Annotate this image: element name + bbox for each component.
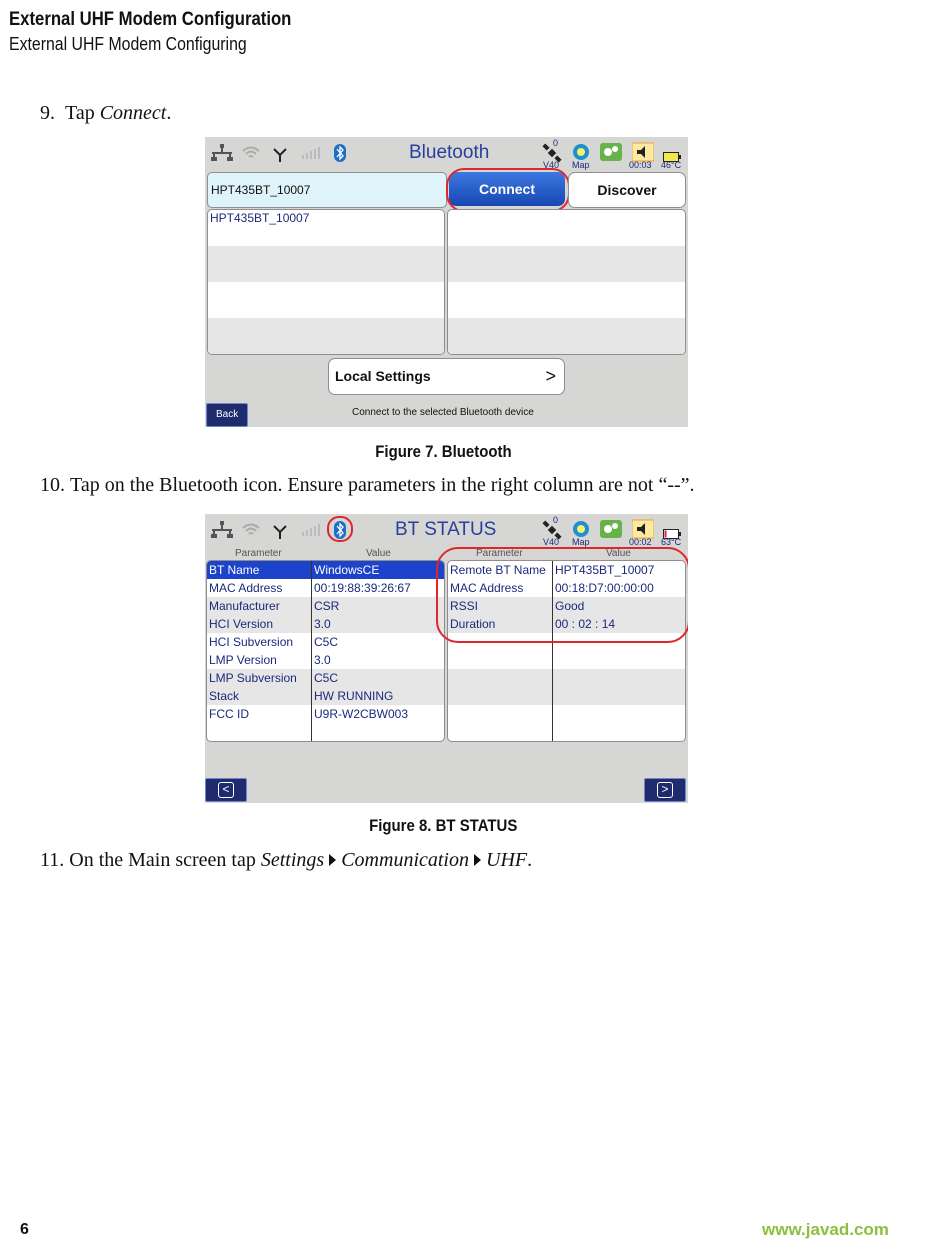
chevron-right-icon: > [657, 782, 673, 798]
remote-params-highlight-ring [436, 547, 688, 643]
param-cell: Remote BT Name [450, 563, 546, 577]
version-label: V40 [543, 160, 560, 170]
arrow-right-icon [329, 854, 336, 866]
param-cell: MAC Address [209, 581, 283, 595]
screen-title: Bluetooth [409, 142, 490, 163]
right-col-header-parameter: Parameter [476, 548, 523, 559]
connect-highlight-ring [446, 168, 570, 212]
antenna-icon [273, 143, 287, 163]
column-divider [311, 561, 312, 741]
map-icon[interactable] [572, 142, 590, 162]
status-bar [205, 514, 688, 548]
wifi-icon [241, 143, 261, 163]
list-row-band [208, 246, 444, 282]
table-row[interactable] [207, 687, 444, 705]
document-title: External UHF Modem Configuration [9, 9, 292, 30]
chevron-left-icon: < [218, 782, 234, 798]
param-cell: FCC ID [209, 707, 249, 721]
service-list[interactable] [447, 209, 686, 355]
local-settings-label: Local Settings [335, 368, 431, 384]
speaker-icon[interactable] [632, 142, 654, 162]
param-cell: HCI Subversion [209, 635, 294, 649]
wifi-icon [241, 520, 261, 540]
value-cell: C5C [314, 671, 339, 685]
previous-page-button[interactable] [205, 778, 247, 802]
value-cell: C5C [314, 635, 339, 649]
param-cell: LMP Subversion [209, 671, 297, 685]
value-cell: 3.0 [314, 653, 331, 667]
screen-title: BT STATUS [395, 519, 497, 540]
left-col-header-parameter: Parameter [235, 548, 282, 559]
connect-button[interactable]: Connect [449, 172, 565, 206]
discover-button[interactable]: Discover [568, 172, 686, 208]
table-row [448, 669, 685, 687]
version-label: V40 [543, 537, 560, 547]
satellite-count: 0 [553, 515, 559, 525]
param-cell: MAC Address [450, 581, 524, 595]
signal-bars-icon [301, 143, 321, 163]
step-text: Tap [65, 102, 100, 124]
menu-path-settings: Settings [260, 849, 325, 871]
step-11 [40, 849, 532, 872]
arrow-right-icon [474, 854, 481, 866]
page-number: 6 [20, 1221, 29, 1238]
step-end: . [527, 849, 533, 871]
chevron-right-icon: > [545, 366, 556, 386]
value-cell: 00:18:D7:00:00:00 [555, 581, 654, 595]
step-9 [40, 102, 171, 125]
list-item[interactable]: HPT435BT_10007 [210, 211, 310, 225]
map-label[interactable]: Map [572, 160, 590, 170]
param-cell: LMP Version [209, 653, 277, 667]
status-bar [205, 137, 688, 171]
hint-text: Connect to the selected Bluetooth device [352, 407, 534, 418]
menu-path-communication: Communication [341, 849, 469, 871]
document-subtitle: External UHF Modem Configuring [9, 34, 247, 54]
param-cell: Manufacturer [209, 599, 280, 613]
temperature-label: 46°C [661, 160, 682, 170]
temperature-label: 63°C [661, 537, 682, 547]
step-number: 11. [40, 849, 65, 871]
step-number: 10. [40, 474, 65, 496]
step-number: 9. [40, 102, 55, 124]
caption-text: Figure 8. BT STATUS [368, 816, 518, 835]
left-col-header-value: Value [366, 548, 391, 559]
network-icon [210, 143, 234, 163]
param-cell: Stack [209, 689, 240, 703]
local-settings-button[interactable] [328, 358, 565, 395]
next-page-button[interactable] [644, 778, 686, 802]
step-action: Connect [99, 102, 167, 124]
right-col-header-value: Value [606, 548, 631, 559]
network-icon [210, 520, 234, 540]
value-cell: HPT435BT_10007 [555, 563, 655, 577]
param-cell: HCI Version [209, 617, 274, 631]
back-button[interactable] [206, 403, 248, 427]
table-row[interactable] [207, 579, 444, 597]
table-row [448, 651, 685, 669]
satellite-count: 0 [553, 138, 559, 148]
menu-path-uhf: UHF [486, 849, 528, 871]
figure-8-caption [0, 816, 886, 836]
param-cell: RSSI [450, 599, 479, 613]
local-bt-table [206, 560, 445, 742]
list-row-band [448, 246, 685, 282]
caption-text: Figure 7. Bluetooth [374, 442, 512, 461]
bluetooth-highlight-ring [327, 516, 353, 542]
table-row[interactable] [207, 705, 444, 723]
value-cell: HW RUNNING [314, 689, 394, 703]
settings-gears-icon[interactable] [600, 142, 622, 162]
signal-bars-icon [301, 520, 321, 540]
map-label[interactable]: Map [572, 537, 590, 547]
step-end: . [166, 102, 172, 124]
time-label: 00:03 [629, 160, 652, 170]
table-row[interactable] [207, 669, 444, 687]
figure-7-caption [0, 442, 886, 462]
table-row[interactable] [207, 633, 444, 651]
step-text: On the Main screen tap [69, 849, 261, 871]
table-row[interactable] [207, 651, 444, 669]
back-label: Back [216, 409, 239, 420]
step-text: Tap on the Bluetooth icon. Ensure parameters in the right column are not “--”. [70, 474, 695, 496]
value-cell: 00:19:88:39:26:67 [314, 581, 411, 595]
table-row[interactable] [207, 561, 444, 579]
table-row [448, 705, 685, 723]
bluetooth-screen [205, 137, 688, 427]
speaker-icon[interactable] [632, 519, 654, 539]
device-list[interactable] [207, 209, 445, 355]
website-link[interactable]: www.javad.com [762, 1220, 889, 1239]
value-cell: 3.0 [314, 617, 331, 631]
table-row[interactable] [207, 615, 444, 633]
value-cell: WindowsCE [314, 563, 380, 577]
bt-status-screen [205, 514, 688, 803]
antenna-icon [273, 520, 287, 540]
value-cell: Good [555, 599, 585, 613]
value-cell: CSR [314, 599, 340, 613]
value-cell: U9R-W2CBW003 [314, 707, 409, 721]
time-label: 00:02 [629, 537, 652, 547]
bluetooth-icon[interactable] [333, 143, 347, 163]
device-name-input[interactable]: HPT435BT_10007 [207, 172, 447, 208]
settings-gears-icon[interactable] [600, 519, 622, 539]
value-cell: 00 : 02 : 14 [555, 617, 616, 631]
param-cell: BT Name [209, 563, 260, 577]
table-row[interactable] [207, 597, 444, 615]
table-row [448, 687, 685, 705]
map-icon[interactable] [572, 519, 590, 539]
list-row-band [448, 318, 685, 354]
param-cell: Duration [450, 617, 496, 631]
step-10 [40, 474, 695, 497]
list-row-band [208, 318, 444, 354]
